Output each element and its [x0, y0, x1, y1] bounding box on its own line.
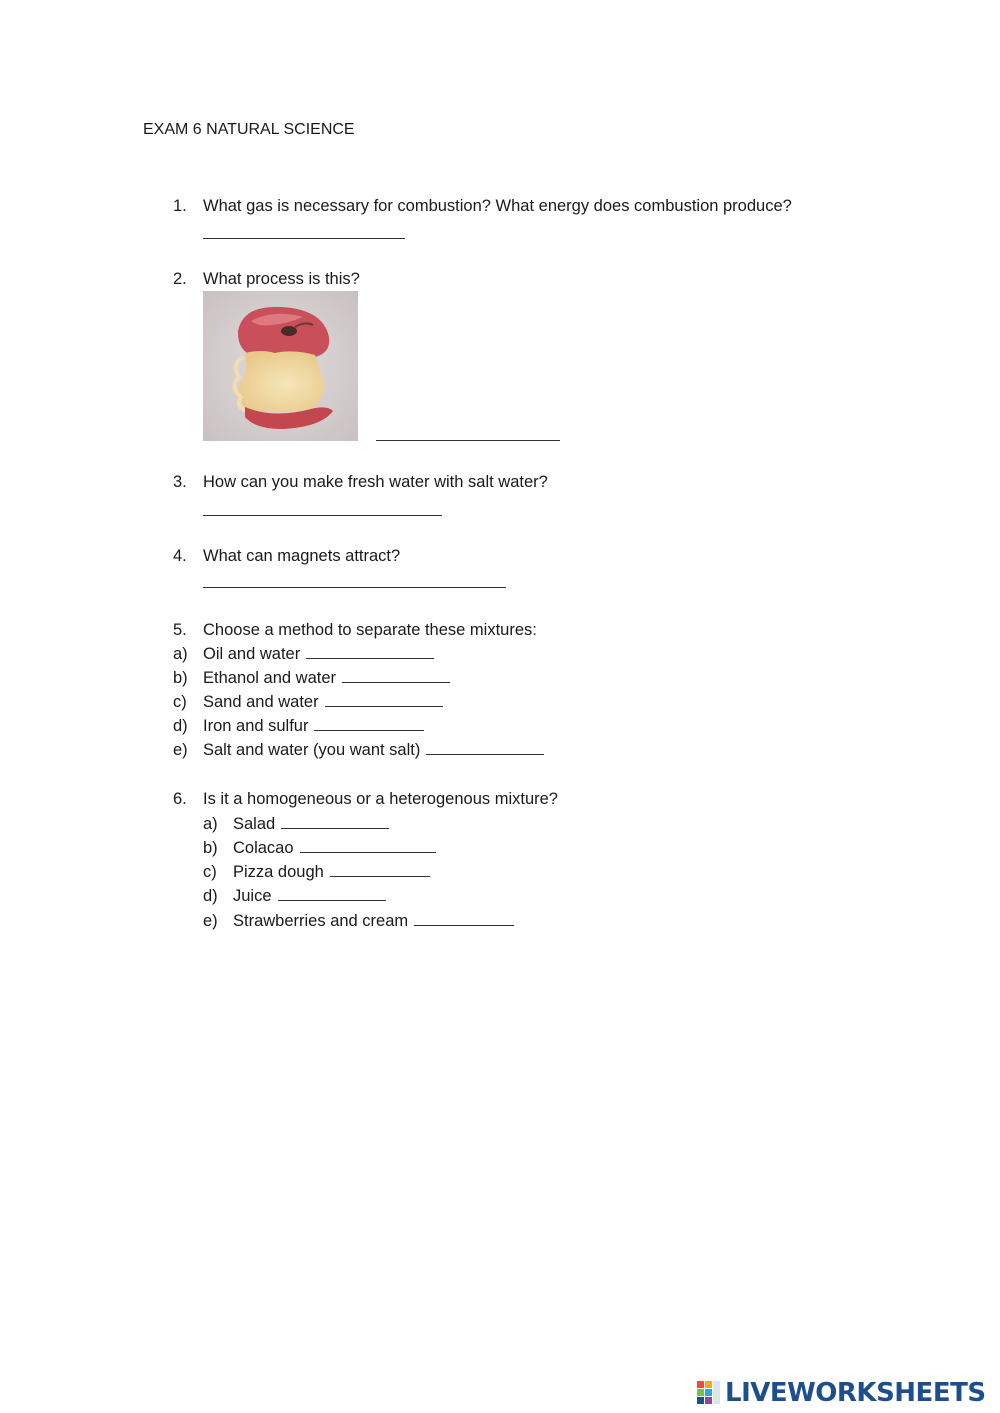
q6-item-letter: b) — [203, 839, 218, 857]
answer-blank[interactable] — [306, 644, 434, 659]
question-3-number: 3. — [173, 473, 187, 491]
q6-item-d — [233, 886, 386, 906]
q6-item-label: Salad — [233, 815, 276, 833]
liveworksheets-brand-text: LIVEWORKSHEETS — [725, 1378, 986, 1408]
page-title: EXAM 6 NATURAL SCIENCE — [143, 121, 355, 138]
q6-item-letter: a) — [203, 815, 218, 833]
q6-item-letter: c) — [203, 863, 217, 881]
question-6-text: Is it a homogeneous or a heterogenous mixture? — [203, 790, 558, 808]
liveworksheets-brand — [696, 1378, 986, 1408]
answer-line-4[interactable] — [203, 587, 506, 588]
q5-item-letter: a) — [173, 645, 188, 663]
question-6-number: 6. — [173, 790, 187, 808]
q5-item-label: Iron and sulfur — [203, 717, 309, 735]
q6-item-label: Colacao — [233, 839, 294, 857]
answer-blank[interactable] — [414, 911, 514, 926]
question-3-text: How can you make fresh water with salt water? — [203, 473, 548, 491]
answer-blank[interactable] — [342, 668, 450, 683]
q5-item-label: Oil and water — [203, 645, 301, 663]
q6-item-letter: e) — [203, 912, 218, 930]
question-2-number: 2. — [173, 270, 187, 288]
q5-item-b — [203, 668, 450, 688]
q6-item-e — [233, 911, 514, 931]
answer-line-2[interactable] — [376, 440, 560, 441]
q5-item-c — [203, 692, 443, 712]
q5-item-letter: b) — [173, 669, 188, 687]
answer-line-1[interactable] — [203, 238, 405, 239]
question-5-text: Choose a method to separate these mixtures: — [203, 621, 537, 639]
q6-item-c — [233, 862, 430, 882]
q5-item-label: Sand and water — [203, 693, 319, 711]
question-5-number: 5. — [173, 621, 187, 639]
answer-blank[interactable] — [314, 716, 424, 731]
q6-item-label: Juice — [233, 887, 272, 905]
q5-item-e — [203, 740, 544, 760]
apple-core-photo — [203, 291, 358, 441]
question-2-text: What process is this? — [203, 270, 360, 288]
q6-item-letter: d) — [203, 887, 218, 905]
q5-item-a — [203, 644, 434, 664]
question-1-text: What gas is necessary for combustion? What energy does combustion produce? — [203, 197, 792, 215]
q6-item-label: Pizza dough — [233, 863, 324, 881]
answer-blank[interactable] — [325, 692, 443, 707]
q6-item-label: Strawberries and cream — [233, 912, 409, 930]
question-4-number: 4. — [173, 547, 187, 565]
answer-line-3[interactable] — [203, 515, 442, 516]
question-1-number: 1. — [173, 197, 187, 215]
q5-item-letter: d) — [173, 717, 188, 735]
question-4-text: What can magnets attract? — [203, 547, 401, 565]
q5-item-d — [203, 716, 424, 736]
q6-item-b — [233, 838, 436, 858]
answer-blank[interactable] — [281, 814, 389, 829]
q5-item-label: Ethanol and water — [203, 669, 337, 687]
q5-item-letter: c) — [173, 693, 187, 711]
q5-item-label: Salt and water (you want salt) — [203, 741, 421, 759]
liveworksheets-logo-icon — [696, 1380, 722, 1406]
answer-blank[interactable] — [426, 740, 544, 755]
answer-blank[interactable] — [300, 838, 436, 853]
answer-blank[interactable] — [278, 886, 386, 901]
q5-item-letter: e) — [173, 741, 188, 759]
q6-item-a — [233, 814, 389, 834]
answer-blank[interactable] — [330, 862, 430, 877]
